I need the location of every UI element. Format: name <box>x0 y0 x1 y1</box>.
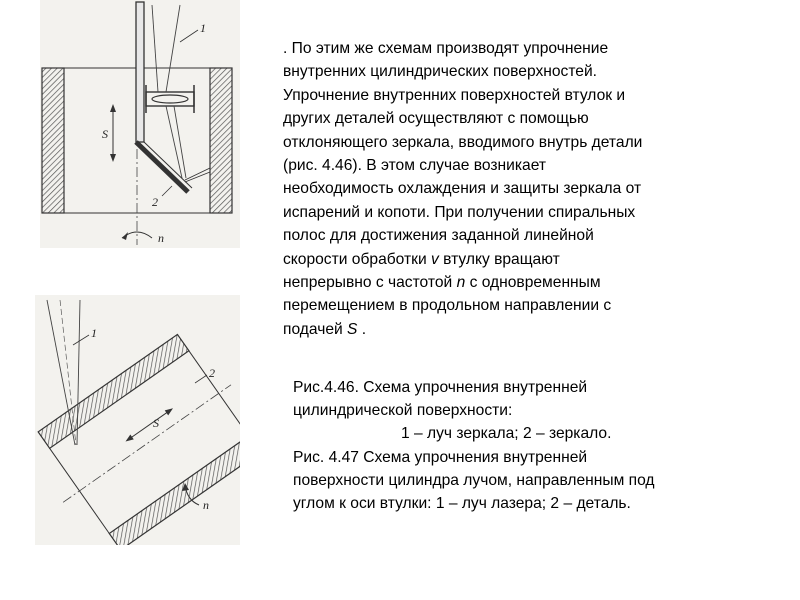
label-part: 2 <box>209 366 215 380</box>
figure-4-47-drawing <box>35 295 240 545</box>
body-line: необходимость охлаждения и защиты зеркала от <box>283 180 642 198</box>
body-line: Упрочнение внутренних поверхностей втулок и <box>283 86 626 104</box>
caption-fig447-line2: поверхности цилиндра лучом, направленным под <box>293 471 655 489</box>
feed-arrow <box>129 411 170 440</box>
bushing-right-wall <box>210 68 232 213</box>
label-rotation: n <box>158 231 164 245</box>
caption-fig447-line1: Рис. 4.47 Схема упрочнения внутренней <box>293 448 588 466</box>
caption-fig446-legend: 1 – луч зеркала; 2 – зеркало. <box>401 425 612 443</box>
variable-S: S <box>347 320 358 338</box>
body-line: внутренних цилиндрических поверхностей. <box>283 63 597 81</box>
optical-tube <box>136 2 144 142</box>
label-beam: 1 <box>200 21 206 35</box>
body-line: . По этим же схемам производят упрочнение <box>283 40 609 57</box>
bushing-left-wall <box>42 68 64 213</box>
body-line: перемещением в продольном направлении с <box>283 297 612 315</box>
body-line: отклоняющего зеркала, вводимого внутрь детали <box>283 133 643 151</box>
label-feed: S <box>102 127 108 141</box>
caption-fig447-line3: углом к оси втулки: 1 – луч лазера; 2 – деталь. <box>293 495 631 513</box>
label-mirror: 2 <box>152 195 158 209</box>
figure-4-46 <box>40 0 240 248</box>
figure-4-46-drawing <box>40 0 240 248</box>
figure-4-47 <box>35 295 240 545</box>
body-line: испарений и копоти. При получении спиральных <box>283 203 636 221</box>
body-line: подачей S . <box>283 320 367 338</box>
figure-captions <box>293 376 773 515</box>
label-feed: S <box>153 416 159 430</box>
part-bottom-wall <box>109 436 240 545</box>
body-line: непрерывно с частотой n с одновременным <box>283 274 601 292</box>
mirror <box>136 142 188 192</box>
body-line: скорости обработки v втулку вращают <box>283 250 560 268</box>
body-line: других деталей осуществляют с помощью <box>283 110 589 128</box>
part-top-wall <box>38 334 189 448</box>
label-rotation: n <box>203 498 209 512</box>
variable-v: v <box>431 250 439 268</box>
variable-n: n <box>456 274 466 292</box>
body-line: полос для достижения заданной линейной <box>283 227 594 245</box>
caption-fig446-title: Рис.4.46. Схема упрочнения внутренней <box>293 379 588 396</box>
caption-fig446-title2: цилиндрической поверхности: <box>293 402 513 420</box>
lens <box>152 95 188 103</box>
label-beam: 1 <box>91 326 97 340</box>
body-paragraph <box>283 37 753 341</box>
body-line: (рис. 4.46). В этом случае возникает <box>283 157 546 175</box>
